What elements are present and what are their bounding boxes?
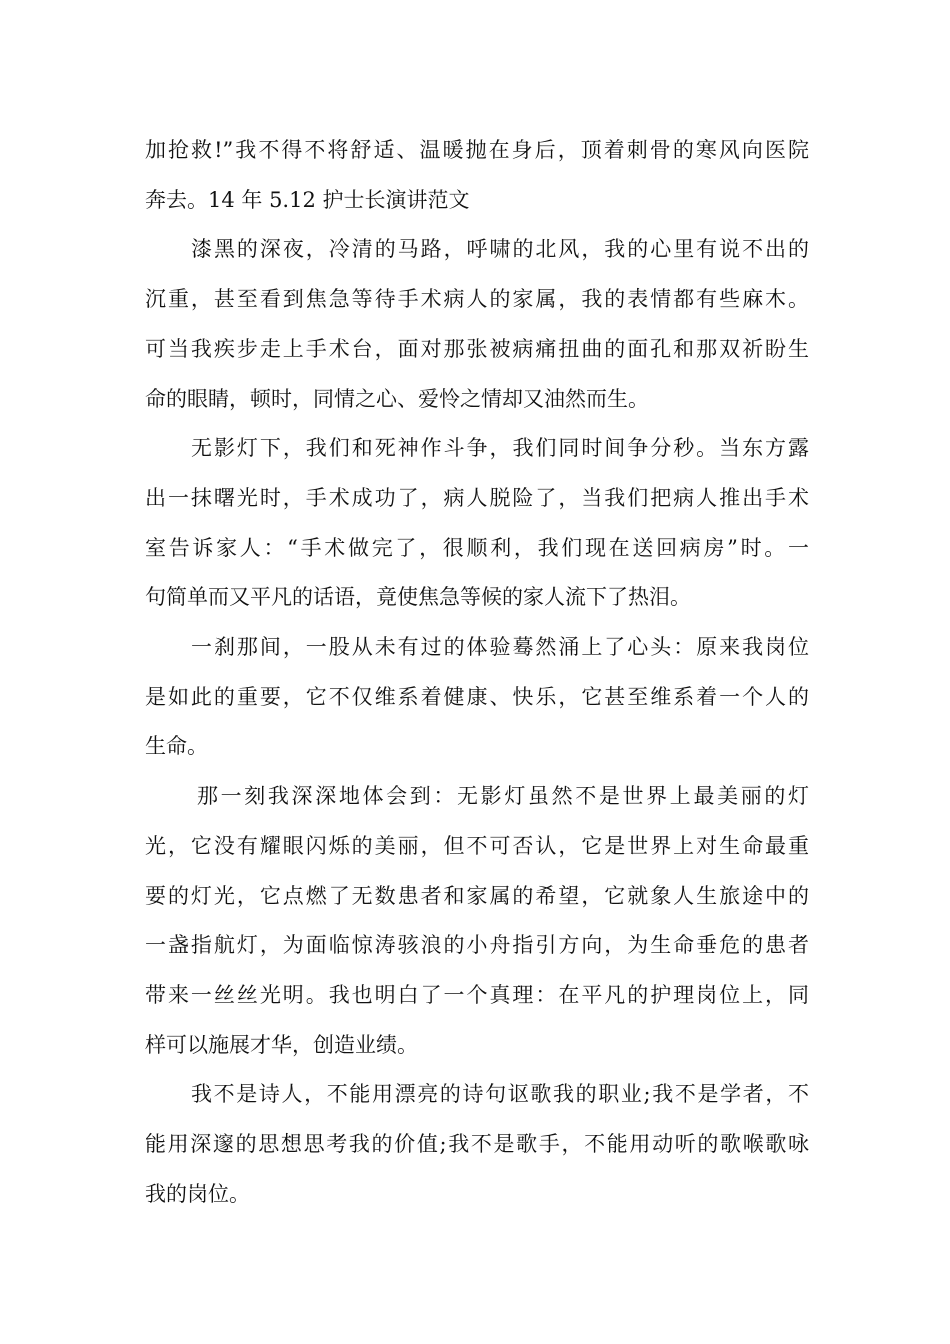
paragraph-1 (145, 126, 809, 225)
text-line: 样可以施展才华，创造业绩。 (145, 1032, 418, 1057)
paragraph-6 (145, 1070, 809, 1219)
text-line: 那一刻我深深地体会到：无影灯虽然不是世界上最美丽的灯 (197, 784, 809, 809)
text-line: 句简单而又平凡的话语，竟使焦急等候的家人流下了热泪。 (145, 585, 691, 610)
text-line: 是如此的重要，它不仅维系着健康、快乐，它甚至维系着一个人的 (145, 684, 809, 709)
text-line: 我的岗位。 (145, 1181, 250, 1206)
paragraph-2 (145, 225, 809, 424)
paragraph-5 (145, 772, 809, 1070)
text-line: 可当我疾步走上手术台，面对那张被病痛扭曲的面孔和那双祈盼生 (145, 336, 809, 361)
text-line: 能用深邃的思想思考我的价值;我不是歌手，不能用动听的歌喉歌咏 (145, 1132, 809, 1157)
text-line: 生命。 (145, 734, 208, 759)
text-line: 我不是诗人，不能用漂亮的诗句讴歌我的职业;我不是学者，不 (191, 1082, 809, 1107)
text-line: 沉重，甚至看到焦急等待手术病人的家属，我的表情都有些麻木。 (145, 287, 809, 312)
text-line: 带来一丝丝光明。我也明白了一个真理：在平凡的护理岗位上，同 (145, 982, 809, 1007)
paragraph-3 (145, 424, 809, 623)
text-line: 室告诉家人：“手术做完了，很顺利，我们现在送回病房”时。一 (145, 535, 809, 560)
text-line: 漆黑的深夜，冷清的马路，呼啸的北风，我的心里有说不出的 (191, 237, 809, 262)
text-line: 光，它没有耀眼闪烁的美丽，但不可否认，它是世界上对生命最重 (145, 833, 809, 858)
text-line: 加抢救!”我不得不将舒适、温暖抛在身后，顶着刺骨的寒风向医院 (145, 138, 809, 162)
text-line: 一刹那间，一股从未有过的体验蓦然涌上了心头：原来我岗位 (191, 635, 809, 660)
text-line: 命的眼睛，顿时，同情之心、爱怜之情却又油然而生。 (145, 386, 649, 411)
text-line: 出一抹曙光时，手术成功了，病人脱险了，当我们把病人推出手术 (145, 485, 809, 510)
text-line: 一盏指航灯，为面临惊涛骇浪的小舟指引方向，为生命垂危的患者 (145, 933, 809, 958)
paragraph-4 (145, 623, 809, 772)
text-line: 奔去。14 年 5.12 护士长演讲范文 (145, 187, 470, 212)
document-body (145, 126, 809, 1219)
text-line: 无影灯下，我们和死神作斗争，我们同时间争分秒。当东方露 (191, 436, 809, 461)
text-line: 要的灯光，它点燃了无数患者和家属的希望，它就象人生旅途中的 (145, 883, 809, 908)
